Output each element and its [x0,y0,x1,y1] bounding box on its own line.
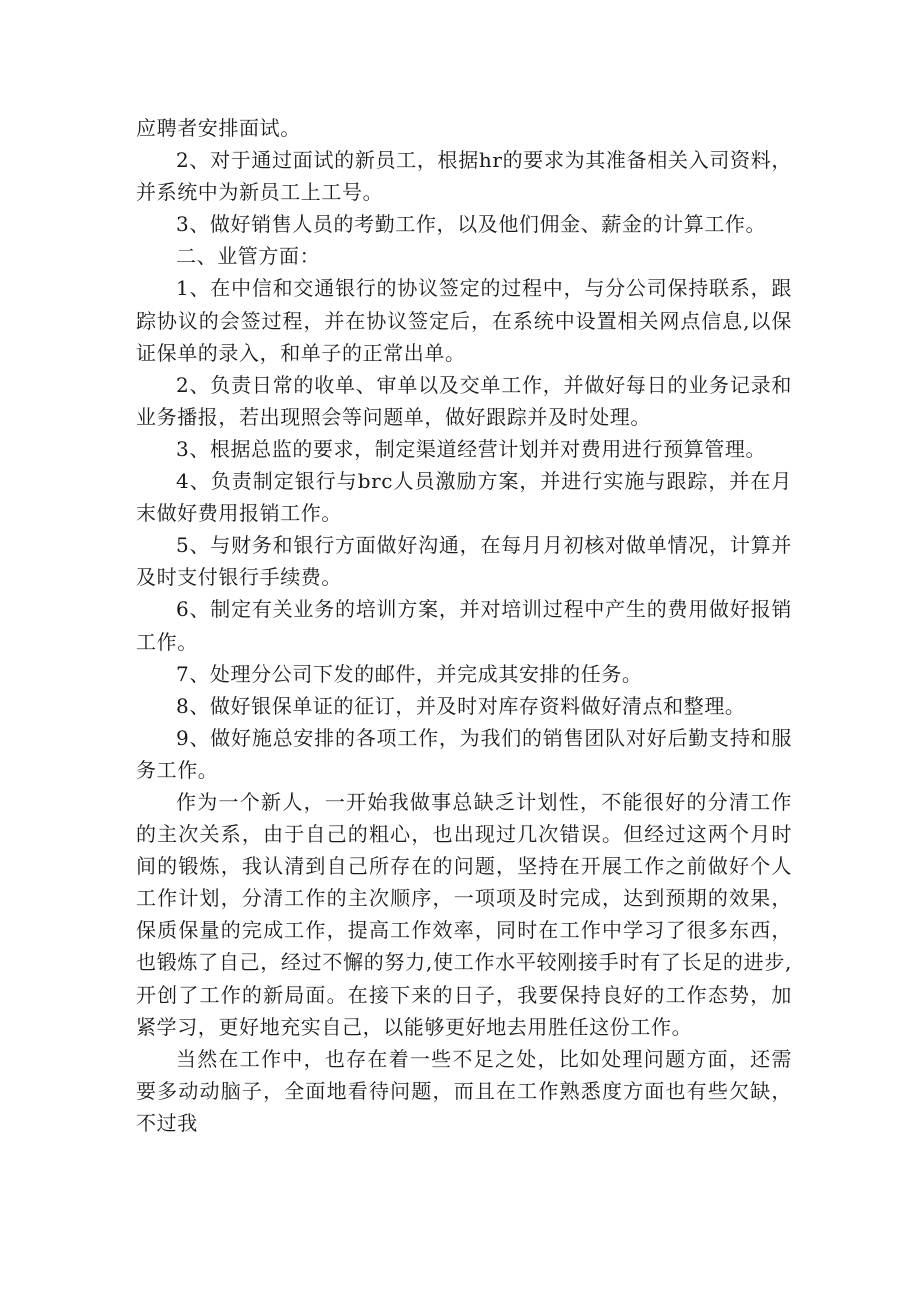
paragraph-item-2-interview: 2、对于通过面试的新员工，根据hr的要求为其准备相关入司资料，并系统中为新员工上工号。 [136,148,792,205]
paragraph-item-3-budget: 3、根据总监的要求，制定渠道经营计划并对费用进行预算管理。 [176,436,767,461]
paragraph-continuation: 应聘者安排面试。 [136,116,301,140]
paragraph-item-4-incentive: 4、负责制定银行与brc人员激励方案，并进行实施与跟踪，并在月末做好费用报销工作。 [136,469,792,526]
paragraph-item-8-documents: 8、做好银保单证的征订，并及时对库存资料做好清点和整理。 [176,693,746,718]
section-heading-business-management: 二、业管方面： [176,244,321,269]
paragraph-item-7-mail: 7、处理分公司下发的邮件，并完成其安排的任务。 [176,661,643,686]
paragraph-item-5-finance: 5、与财务和银行方面做好沟通，在每月月初核对做单情况，计算并及时支付银行手续费。 [136,533,792,590]
paragraph-shortcomings: 当然在工作中，也存在着一些不足之处，比如处理问题方面，还需要多动动脑子，全面地看待问题，而且在工作熟悉度方面也有些欠缺，不过我 [136,1046,792,1135]
document-body [136,112,792,1139]
paragraph-self-reflection: 作为一个新人，一开始我做事总缺乏计划性，不能很好的分清工作的主次关系，由于自己的粗心，也出现过几次错误。但经过这两个月时间的锻炼，我认清到自己所存在的问题，坚持在开展工作之前做好个人工作计划，分清工作的主次顺序，一项项及时完成，达到预期的效果，保质保量的完成工作，提高工作效率，同时在工作中学习了很多东西，也锻炼了自己，经过不懈的努力,使工作水平较刚接手时有了长足的进步,开创了工作的新局面。在接下来的日子，我要保持良好的工作态势，加紧学习，更好地充实自己，以能够更好地去用胜任这份工作。 [136,789,792,1039]
paragraph-item-2-orders: 2、负责日常的收单、审单以及交单工作，并做好每日的业务记录和业务播报，若出现照会等问题单，做好跟踪并及时处理。 [136,372,792,429]
paragraph-item-6-training: 6、制定有关业务的培训方案，并对培训过程中产生的费用做好报销工作。 [136,597,792,654]
paragraph-item-9-support: 9、做好施总安排的各项工作，为我们的销售团队对好后勤支持和服务工作。 [136,725,792,782]
paragraph-item-1-agreement: 1、在中信和交通银行的协议签定的过程中，与分公司保持联系，跟踪协议的会签过程，并在协议签定后，在系统中设置相关网点信息,以保证保单的录入，和单子的正常出单。 [136,276,792,365]
paragraph-item-3-attendance: 3、做好销售人员的考勤工作，以及他们佣金、薪金的计算工作。 [176,212,767,237]
